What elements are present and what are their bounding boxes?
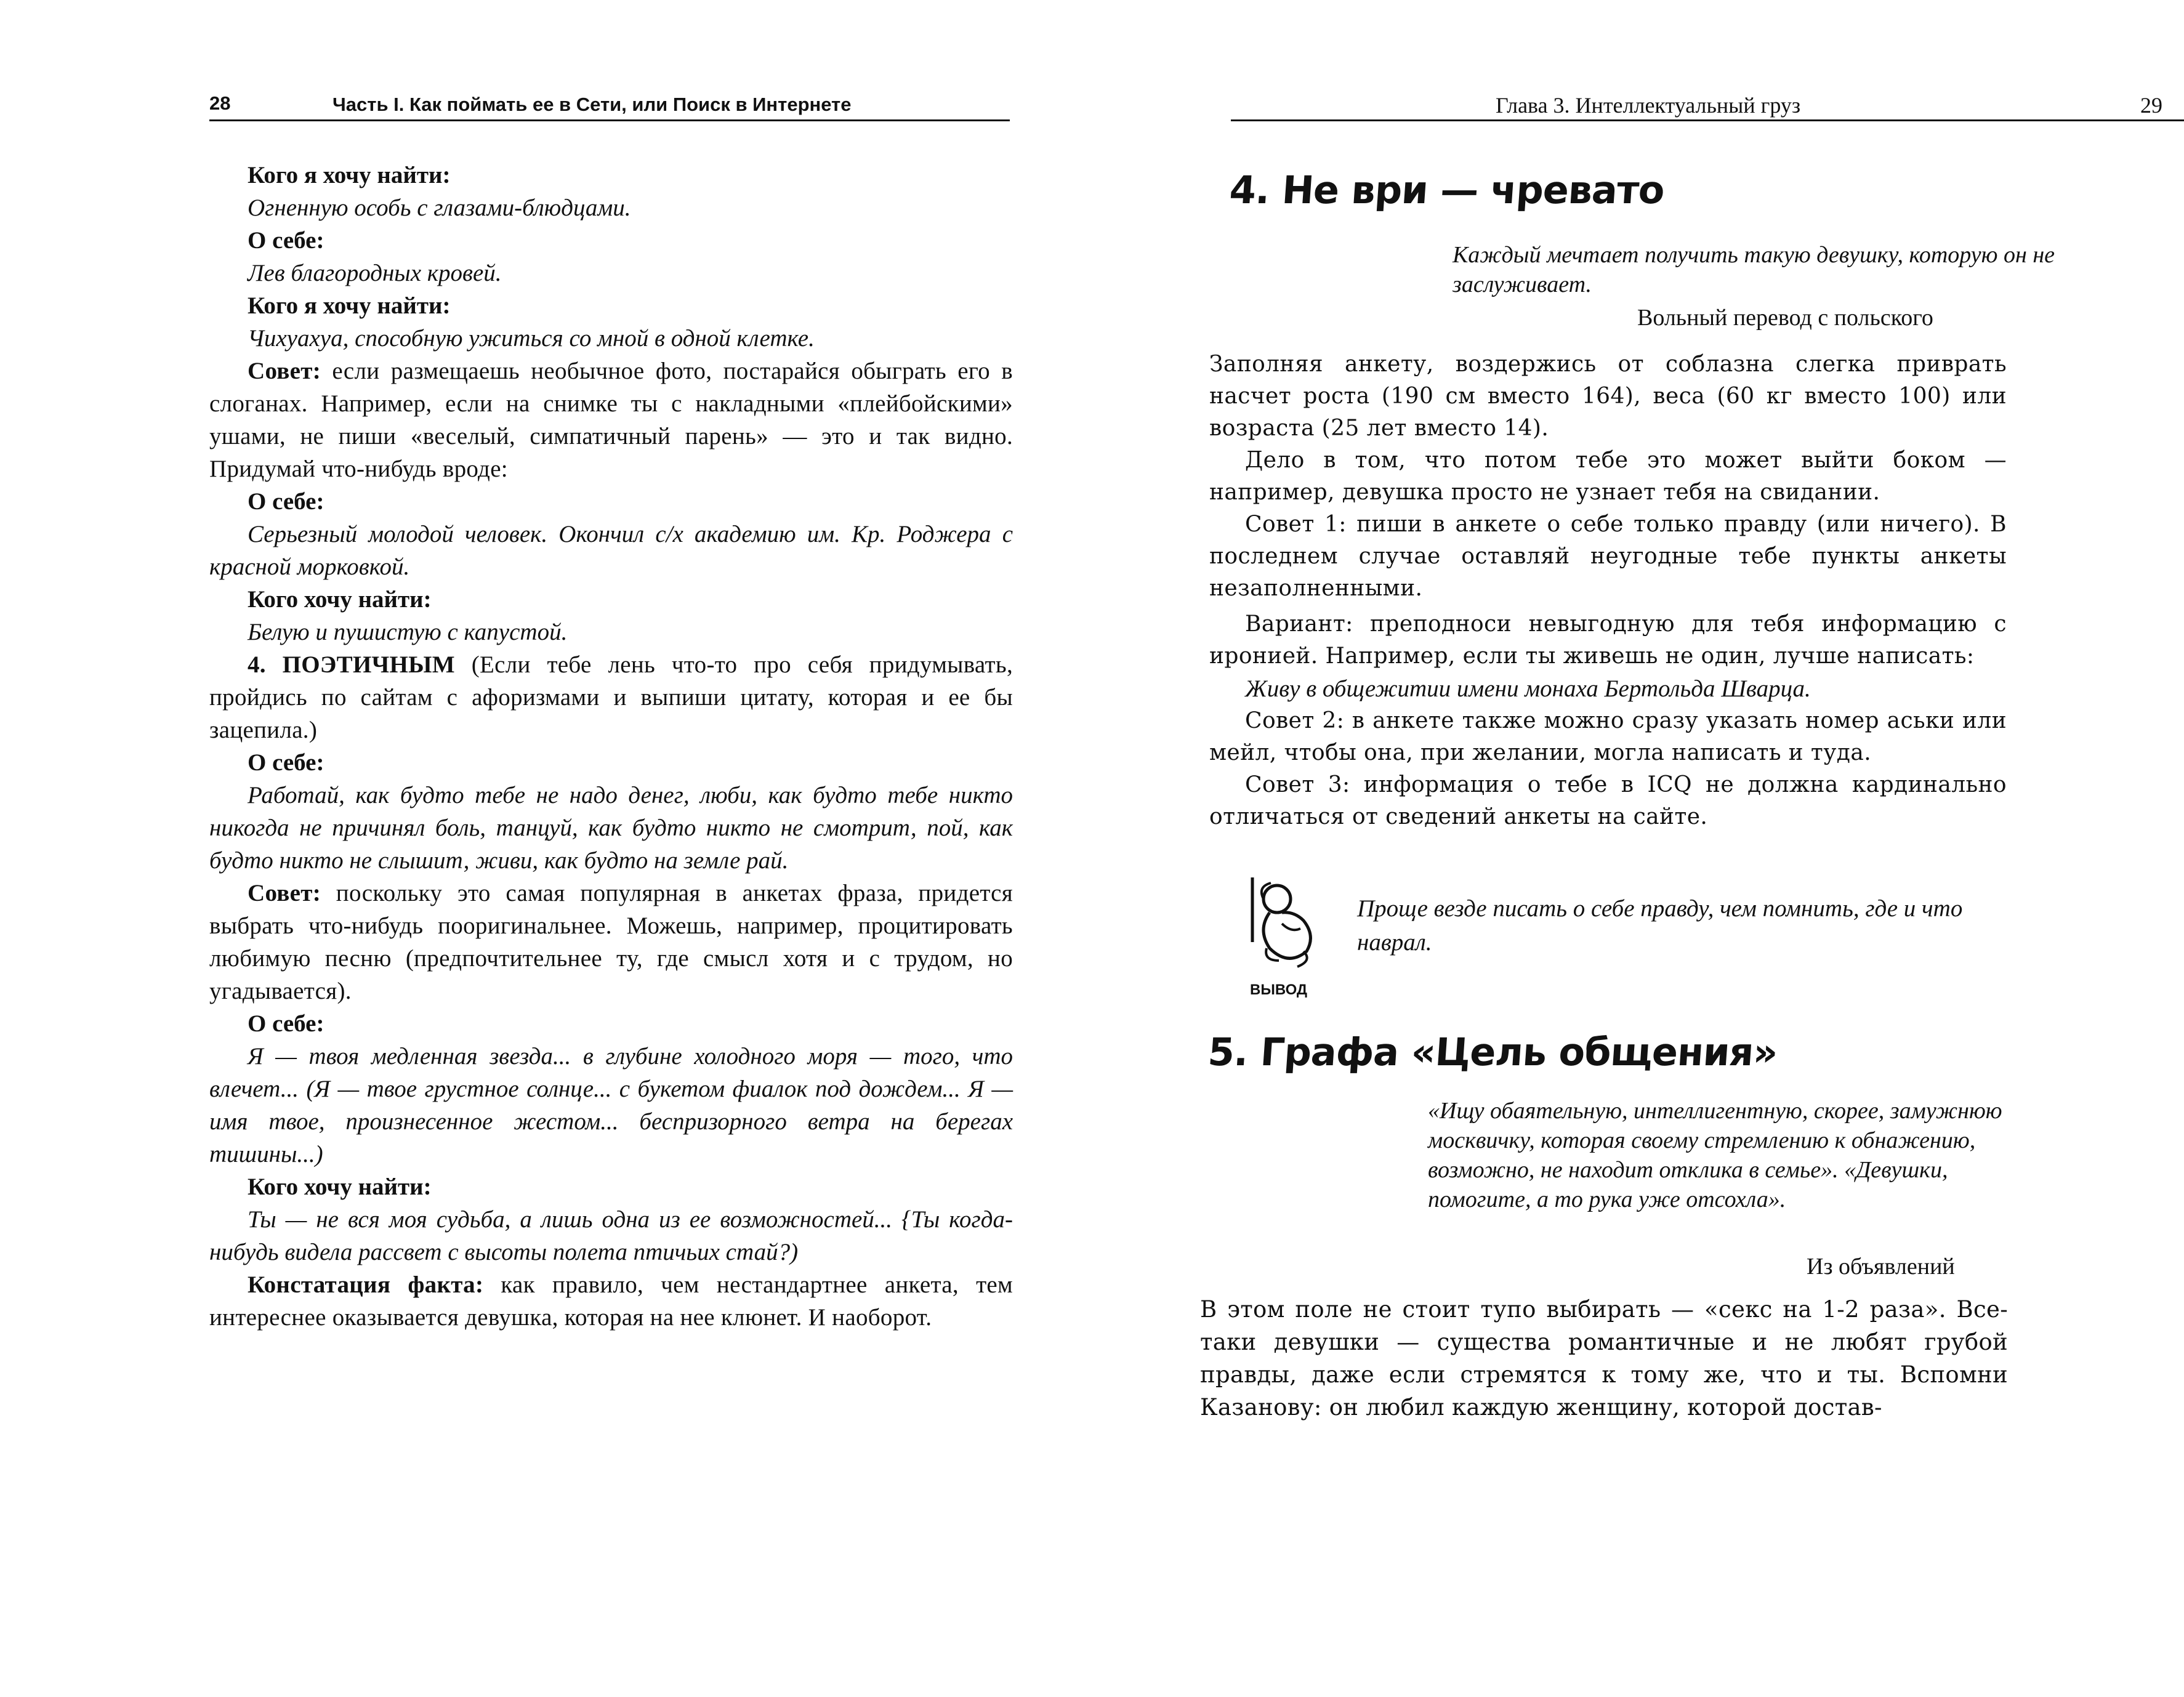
paragraph: Дело в том, что потом тебе это может выйти боком — например, девушка просто не узнает тебя на свидании. [1209,448,2007,505]
whom-heading: Кого хочу найти: [248,1174,432,1200]
epigraph-2: «Ищу обаятельную, интеллигентную, скорее, замужнюю москвичку, которая своему стремлению к обнажению, возможно, не находит отклика в семье». «Девушки, помогите, а то рука уже отсохла». [1428,1098,2002,1212]
tip-label: Совет: [248,358,321,384]
left-text-column [209,159,1013,1334]
about-text: Лев благородных кровей. [248,260,502,286]
right-page-number: 29 [2140,93,2162,118]
about-text: Я — твоя медленная звезда... в глубине холодного моря — того, что влечет... (Я — твое грустное солнце... с букетом фиалок под дождем... Я — имя твое, произнесенное жестом... беспризорного ветра на берегах тишины...) [209,1043,1013,1167]
tip-text: если размещаешь необычное фото, постарайся обыграть его в слоганах. Например, если на снимке ты с накладными «плейбойскими» ушами, не пиши «веселый, симпатичный парень» — это и так видно. Придумай что-нибудь вроде: [209,358,1013,482]
whom-heading: Кого хочу найти: [248,586,432,613]
poetic-paragraph [209,648,1013,746]
epigraph-1: Каждый мечтает получить такую девушку, которую он не заслуживает. [1453,242,2055,297]
closing-paragraph: В этом поле не стоит тупо выбирать — «секс на 1-2 раза». Все-таки девушки — существа романтичные и не любят грубой правды, даже если стремятся к тому же, что и ты. Вспомни Казанову: он любил каждую женщину, которой достав- [1200,1296,2008,1421]
tip-text: поскольку это самая популярная в анкетах фраза, придется выбрать что-нибудь пооригинальнее. Можешь, например, процитировать любимую песню (предпочтительнее ту, где смысл хотя и с трудом, но угадывается). [209,880,1013,1004]
poetic-text: (Если тебе лень что-то про себя придумывать, пройдись по сайтам с афоризмами и выпиши цитату, которая и ее бы зацепила.) [209,651,1013,743]
right-text-column [1209,349,2007,833]
conclusion-label: ВЫВОД [1250,982,1308,998]
about-heading: О себе: [248,227,324,254]
whom-heading: Кого я хочу найти: [248,292,451,319]
about-text: Серьезный молодой человек. Окончил с/х академию им. Кр. Роджера с красной морковкой. [209,521,1013,580]
about-heading: О себе: [248,749,324,776]
paragraph: Совет 3: информация о тебе в ICQ не должна кардинально отличаться от сведений анкеты на сайте. [1209,772,2007,829]
section-heading-5: 5. Графа «Цель общения» [1206,1030,1779,1074]
whom-heading: Кого я хочу найти: [248,162,451,188]
fact-label: Констатация факта: [248,1272,484,1298]
left-running-title: Часть I. Как поймать ее в Сети, или Поиск в Интернете [332,94,852,115]
fact-text: как правило, чем нестандартнее анкета, тем интереснее оказывается девушка, которая на нее клюнет. И наоборот. [209,1272,1013,1331]
right-running-header [1231,92,2184,121]
about-heading: О себе: [248,488,324,515]
whom-text: Чихуахуа, способную ужиться со мной в одной клетке. [248,325,815,352]
left-running-header [209,92,1010,121]
about-heading: О себе: [248,1010,324,1037]
paragraph: Совет 1: пиши в анкете о себе только правду (или ничего). В последнем случае оставляй неугодные тебе пункты анкеты незаполненными. [1209,512,2007,601]
right-running-title: Глава 3. Интеллектуальный груз [1496,93,1801,118]
poetic-label: 4. ПОЭТИЧНЫМ [248,651,455,678]
epigraph-2-source: Из объявлений [1807,1254,1955,1280]
epigraph-1-source: Вольный перевод с польского [1637,305,1933,331]
section-heading-4: 4. Не ври — чревато [1228,167,1666,212]
conclusion-badge [1245,874,1325,998]
fact-paragraph [209,1268,1013,1334]
whom-text: Ты — не вся моя судьба, а лишь одна из ее возможностей... {Ты когда-нибудь видела рассвет с высоты полета птичьих стай?) [209,1206,1013,1265]
paragraph: Заполняя анкету, воздержись от соблазна слегка приврать насчет роста (190 см вместо 164), веса (60 кг вместо 100) или возраста (25 лет вместо 14). [1209,352,2007,441]
conclusion-text: Проще везде писать о себе правду, чем помнить, где и что наврал. [1357,895,1963,956]
example-line: Живу в общежитии имени монаха Бертольда Шварца. [1245,675,1811,702]
left-page-number: 28 [209,92,231,114]
tip-paragraph [209,355,1013,485]
thinker-icon [1245,874,1325,979]
about-text: Работай, как будто тебе не надо денег, люби, как будто тебе никто никогда не причинял боль, танцуй, как будто никто не смотрит, пой, как будто никто не слышит, живи, как будто на земле рай. [209,782,1013,874]
tip-paragraph [209,877,1013,1007]
paragraph: Совет 2: в анкете также можно сразу указать номер аськи или мейл, чтобы она, при желании, могла написать и туда. [1209,708,2007,765]
whom-text: Белую и пушистую с капустой. [248,619,568,645]
tip-label: Совет: [248,880,321,906]
right-page [1080,0,2160,1697]
left-page [0,0,1080,1697]
whom-text: Огненную особь с глазами-блюдцами. [248,195,631,221]
paragraph: Вариант: преподноси невыгодную для тебя информацию с иронией. Например, если ты живешь не один, лучше написать: [1209,611,2007,669]
